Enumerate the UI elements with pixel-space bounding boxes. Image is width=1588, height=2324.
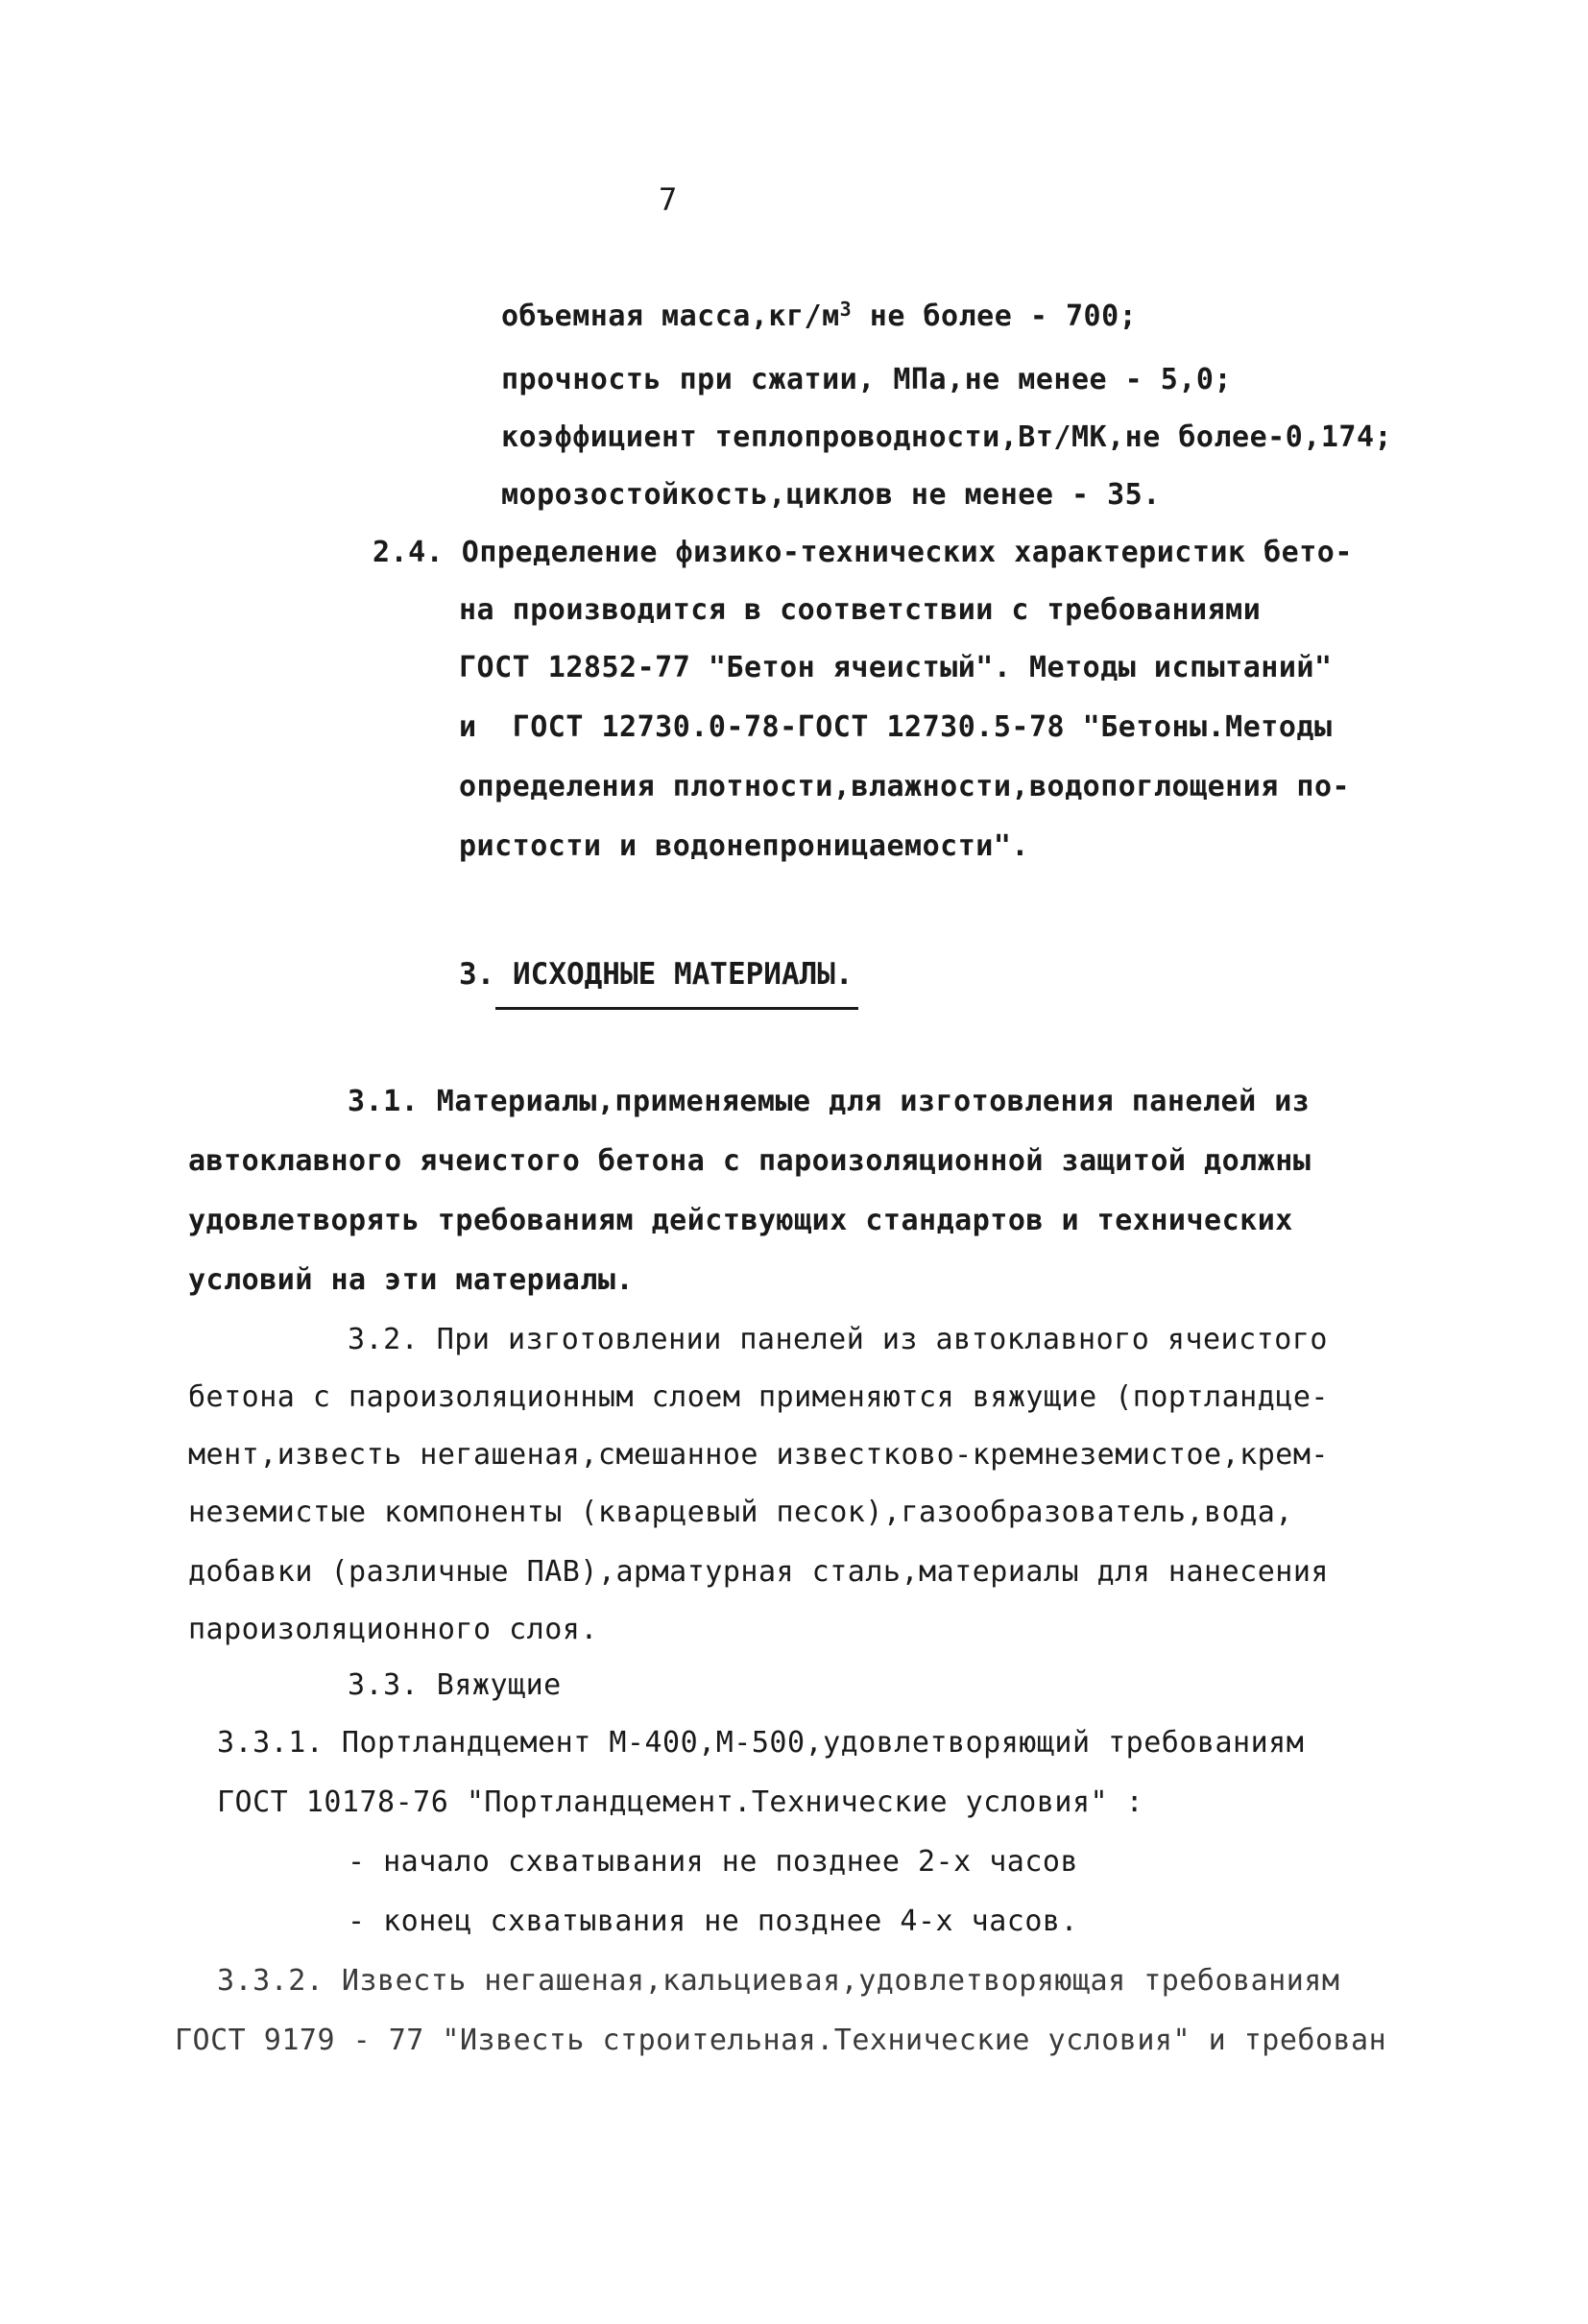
section-2-4-line-3: ГОСТ 12852-77 "Бетон ячеистый". Методы испытаний"	[459, 651, 1333, 684]
section-3-1-line-3: удовлетворять требованиям действующих стандартов и технических	[188, 1204, 1293, 1237]
spec-bulk-density-value: не более - 700;	[852, 299, 1138, 333]
section-3-2-line-1: 3.2. При изготовлении панелей из автоклавного ячеистого	[348, 1323, 1328, 1356]
section-3-3-2-line-2: ГОСТ 9179 - 77 "Известь строительная.Технические условия" и требован	[175, 2024, 1387, 2057]
section-3-2-line-2: бетона с пароизоляционным слоем применяются вяжущие (портландце-	[188, 1380, 1329, 1414]
section-3-3-heading: 3.3. Вяжущие	[348, 1668, 562, 1702]
section-2-4-line-6: ристости и водонепроницаемости".	[459, 829, 1029, 863]
section-2-4-line-2: на производится в соответствии с требованиями	[459, 593, 1262, 627]
section-3-2-line-3: мент,известь негашеная,смешанное известково-кремнеземистое,крем-	[188, 1438, 1329, 1472]
section-2-4-line-4: и ГОСТ 12730.0-78-ГОСТ 12730.5-78 "Бетоны.Методы	[459, 710, 1333, 744]
page-number: 7	[659, 181, 678, 218]
section-3-1-line-1: 3.1. Материалы,применяемые для изготовления панелей из	[348, 1085, 1311, 1118]
section-3-1-line-4: условий на эти материалы.	[188, 1263, 635, 1297]
section-3-3-1-line-2: ГОСТ 10178-76 "Портландцемент.Технические условия" :	[217, 1785, 1144, 1819]
spec-frost-resistance: морозостойкость,циклов не менее - 35.	[501, 478, 1161, 512]
section-3-2-line-5: добавки (различные ПАВ),арматурная сталь,материалы для нанесения	[188, 1555, 1329, 1589]
section-3-3-1-line-1: 3.3.1. Портландцемент М-400,М-500,удовлетворяющий требованиям	[217, 1726, 1305, 1760]
heading-underline	[495, 1007, 858, 1010]
spec-compressive-strength: прочность при сжатии, МПа,не менее - 5,0;	[501, 363, 1233, 396]
section-3-1-line-2: автоклавного ячеистого бетона с пароизоляционной защитой должны	[188, 1144, 1311, 1178]
section-3-3-1-bullet-2: - конец схватывания не позднее 4-х часов.	[348, 1905, 1079, 1938]
section-2-4-line-1: 2.4. Определение физико-технических характеристик бето-	[373, 536, 1353, 569]
spec-bulk-density	[501, 298, 1137, 336]
section-3-3-1-bullet-1: - начало схватывания не позднее 2-х часов	[348, 1845, 1079, 1879]
section-3-2-line-6: пароизоляционного слоя.	[188, 1613, 598, 1646]
section-2-4-line-5: определения плотности,влажности,водопоглощения по-	[459, 770, 1351, 803]
section-3-3-2-line-1: 3.3.2. Известь негашеная,кальциевая,удовлетворяющая требованиям	[217, 1964, 1340, 1998]
spec-bulk-density-label: объемная масса,кг/м	[501, 299, 840, 333]
section-3-heading: 3. ИСХОДНЫЕ МАТЕРИАЛЫ.	[459, 957, 854, 992]
section-3-2-line-4: неземистые компоненты (кварцевый песок),газообразователь,вода,	[188, 1496, 1293, 1529]
superscript-3: 3	[839, 298, 853, 321]
spec-thermal-conductivity: коэффициент теплопроводности,Вт/МК,не более-0,174;	[501, 420, 1393, 454]
